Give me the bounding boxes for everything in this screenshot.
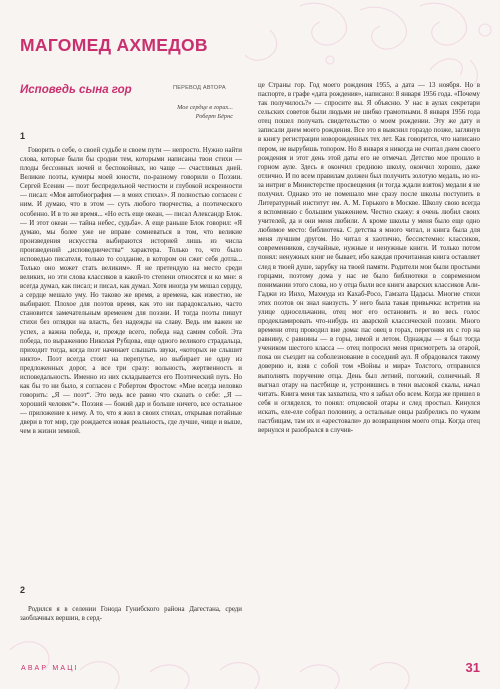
piece-title: Исповедь сына гор [20,84,132,96]
magazine-name: АВАР МАЦI [21,665,79,672]
section-number-1: 1 [20,131,26,141]
author-name: МАГОМЕД АХМЕДОВ [20,35,208,55]
page-number: 31 [465,660,480,675]
section-number-2: 2 [20,585,26,595]
epigraph-author: Роберт Бёрнс [195,113,233,120]
body-text-right: це Страны гор. Год моего рождения 1955, а дата — 13 ноября. Но в паспорте, в графе «дата рождения», написано: 8 января 1956 года. «Почему так получилось?» — спросите вы. Я объясню. У нас в аулах секретари сельских советов были людьми не шибко грамотными. 8 января 1956 года отец пошел получать свидетельство о моем рождении. Эту же дату и записали днем моего рождения. Все это я выяснил гораздо позже, заглянув в книгу регистрации новорожденных тех лет. Как говорится, что написано пером, не вырубишь топором. Но 8 января я никогда не считал днем своего рождения и этот день этой даты его не отмечал. Детство мое прошло в горном ауле. Здесь я окончил среднюю школу, окончил хорошо, даже отлично. И по всем правилам должен был получить золотую медаль, но из-за интриг в Министерстве просвещения (и тогда ждали взяток) медали я не получил. Однако это не помешало мне сразу после школы поступить в Литературный институт им. А. М. Горького в Москве. Школу свою всегда я вспоминаю с большим уважением. Честно скажу: я очень любил своих учителей, да и они меня любили. А кроме школы у меня было еще одно любимое место: библиотека. С детства я много читал, и книга была для меня лучшим другом. Но читал я хаотично, бессистемно: классиков, современников, случайные, нужные и ненужные книги. И только потом понял: ненужных книг не бывает, ибо каждая прочитанная книга оставляет след в твоей душе, зарубку на твоей памяти. Родители мои были простыми горцами, поэтому дома у нас не было библиотеки в современном понимании этого слова, но у отца были все книги аварских классиков Али-Гаджи из Инхо, Махмуда из Кахаб-Росо, Гамзата Цадасы. Многие стихи этих поэтов он знал наизусть. У него была такая привычка: встретив на улице односельчанин, отец мог его остановить и во весь голос продекламировать что-нибудь из аварской классической поэзии. Много времени отец проводил вне дома: пас овец в горах, перегоняя их с гор на равнину, с равнины — в горы, зимой и летом. Однажды — я был тогда учеником шестого класса — отец попросил меня присмотреть за отарой, пока он съездит на соболезнование в соседний аул. Я обрадовался такому доверию и, взяв с собой том «Войны и мира» Толстого, отправился выполнять поручение отца. День был летний, погожий, солнечный. Я выгнал отару на пастбище и, устроившись в тени высокой скалы, начал читать. Книга меня так захватила, что я забыл обо всем. Когда же пришел в себя и огляделся, то понял: отцовской отары и след простыл. Кинулся искать, еле-еле собрал половину, а остальные овцы разбрелись по чужим пастбищам, там их и «арестовали» до возвращения моего отца. Когда отец вернулся и разобрался в случив- [258,82,480,434]
translation-note: ПЕРЕВОД АВТОРА [173,85,226,91]
body-text-left-2: Родился я в селении Гонода Гунибского района Дагестана, среди заоблачных вершин, в серд- [20,606,242,623]
body-text-left-1: Говорить о себе, о своей судьбе и своем пути — непросто. Нужно найти слова, которые были бы сродни тем, которыми написаны твои стихи — плоды бессонных ночей и беспокойных, но чаще — счастливых дней. Великие поэты, кумиры моей юности, по-разному говорили о Поэзии. Сергей Есенин — поэт беспредельной честности и глубокой искренности — писал: «Моя автобиография — в моих стихах». Я полностью согласен с ним. И думаю, что в этом — суть любого творчества, а поэтического особенно. И в то же время... «Но есть еще океан, — писал Александр Блок. — И этот океан — тайна небес, судьба». А еще раньше Блок говорил: «Я думаю, мы более уже не вправе сомневаться в том, что великие произведения искусства выбираются историей лишь из числа произведений „исповедничества“ характера. Только то, что было исповедью писателя, только то создание, в котором он сжег себя дотла... Только оно может стать великим». Я не претендую на место среди великих, но эти слова классиков в какой-то степени относятся и ко мне: я всегда думал, как писал; и писал, как думал. Хотя иногда ум мешал сердцу, а сердце мешало уму. Но таково же время, а времена, как известно, не выбирают. Плохое для поэтов время, как это ни парадоксально, часто становится замечательным временем для поэзии. И тогда поэты пишут стихи без оглядки на власть, без надежды на славу. Ведь им важен не успех, а важна победа, и, прежде всего, победа над самим собой. Эта победа, по выражению Николая Рубцова, еще одного великого страдальца, приходит тогда, когда поэт начинает слышать звуки, «которых не слышит никто». Поэт всегда стоит на перепутье, но выбирает не одну из предложенных дорог, а все три сразу: вольность, жертвенность и исповедальность. Именно из них складывается его Поэтический путь. Но как бы то ни было, я согласен с Робертом Фростом: «Мне всегда неловко говорить: „Я — поэт“. Это ведь все равно что сказать о себе: „Я — хороший человек“». Поэзия — божий дар и больше ничего, все остальное — приложение к нему. А то, что я жил в своих стихах, открывая потайные двери в тот мир, где рождается новая реальность, где лучше, чище и выше, чем в жизни земной. [20,147,242,436]
epigraph-text: Мое сердце в горах... [177,104,233,111]
